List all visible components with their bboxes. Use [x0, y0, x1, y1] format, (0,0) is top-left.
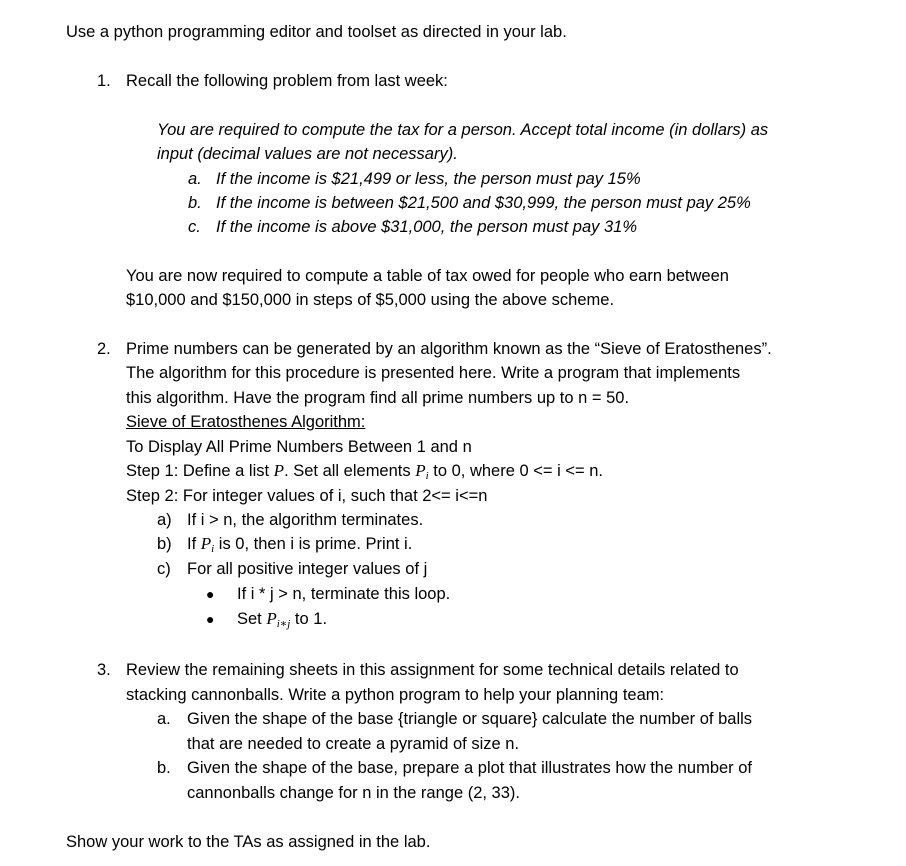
q1-item-b-text: If the income is between $21,500 and $30,999, the person must pay 25%: [216, 194, 751, 212]
q2-sub-b-P: P: [200, 534, 212, 553]
q2-sub-a-text: If i > n, the algorithm terminates.: [187, 511, 424, 529]
q2-step1-text-b: . Set all elements: [284, 462, 416, 480]
q2-bullet2-P: P: [266, 609, 277, 628]
q1-item-a-text: If the income is $21,499 or less, the person must pay 15%: [216, 170, 641, 188]
q2-step1-P: P: [273, 461, 285, 480]
q3-number: 3.: [97, 661, 111, 679]
q2-step1: [126, 459, 603, 483]
q1-lead: Recall the following problem from last week:: [126, 72, 448, 90]
intro-text: Use a python programming editor and toolset as directed in your lab.: [66, 23, 567, 41]
q1-quote-line1: You are required to compute the tax for a person. Accept total income (in dollars) as: [157, 121, 769, 139]
q2-bullet2-text: [237, 607, 327, 631]
closing-text: Show your work to the TAs as assigned in the lab.: [66, 833, 431, 851]
q2-sub-c-text: For all positive integer values of j: [187, 560, 428, 578]
q2-display-line: To Display All Prime Numbers Between 1 and n: [126, 438, 472, 456]
q3-line1: Review the remaining sheets in this assignment for some technical details related to: [126, 661, 739, 679]
bullet-icon: ●: [206, 586, 215, 602]
q3-line2: stacking cannonballs. Write a python program to help your planning team:: [126, 686, 665, 704]
q1-item-b-label: b.: [188, 194, 202, 212]
q2-line3: this algorithm. Have the program find all prime numbers up to n = 50.: [126, 389, 630, 407]
q2-step1-Pi-subscript: i: [425, 470, 429, 482]
q2-step1-text-c: to 0, where 0 <= i <= n.: [428, 462, 603, 480]
q2-sub-b-P-subscript: i: [211, 543, 215, 555]
q2-sub-c-label: c): [157, 560, 171, 578]
q3-item-b-label: b.: [157, 759, 171, 777]
q2-algorithm-title: Sieve of Eratosthenes Algorithm:: [126, 413, 366, 431]
q2-step2: Step 2: For integer values of i, such that 2<= i<=n: [126, 487, 488, 505]
q2-step1-text-a: Step 1: Define a list: [126, 462, 274, 480]
q2-step1-Pi: P: [415, 461, 426, 480]
q2-bullet1-text: If i * j > n, terminate this loop.: [237, 585, 451, 603]
q1-task-line1: You are now required to compute a table of tax owed for people who earn between: [126, 267, 729, 285]
q1-quote-line2: input (decimal values are not necessary).: [157, 145, 458, 163]
q3-item-b-line1: Given the shape of the base, prepare a plot that illustrates how the number of: [187, 759, 753, 777]
q2-bullet2-P-subscript: i∗j: [276, 618, 291, 630]
q2-line2: The algorithm for this procedure is presented here. Write a program that implements: [126, 364, 741, 382]
q3-item-a-line1: Given the shape of the base {triangle or square} calculate the number of balls: [187, 710, 753, 728]
q3-item-a-line2: that are needed to create a pyramid of size n.: [187, 735, 520, 753]
q1-item-a-label: a.: [188, 170, 202, 188]
q2-sub-b-text: [187, 532, 412, 556]
q3-item-a-label: a.: [157, 710, 171, 728]
q1-item-c-text: If the income is above $31,000, the person must pay 31%: [216, 218, 638, 236]
q2-sub-b-text-1: If: [187, 535, 201, 553]
q2-line1: Prime numbers can be generated by an algorithm known as the “Sieve of Eratosthenes”.: [126, 340, 772, 358]
q2-sub-b-text-2: is 0, then i is prime. Print i.: [214, 535, 413, 553]
q1-task-line2: $10,000 and $150,000 in steps of $5,000 using the above scheme.: [126, 291, 615, 309]
q3-item-b-line2: cannonballs change for n in the range (2, 33).: [187, 784, 520, 802]
q2-sub-a-label: a): [157, 511, 172, 529]
q2-number: 2.: [97, 340, 111, 358]
q1-item-c-label: c.: [188, 218, 201, 236]
q2-bullet2-text-1: Set: [237, 610, 267, 628]
q2-bullet2-text-2: to 1.: [290, 610, 328, 628]
q2-sub-b-label: b): [157, 535, 172, 553]
bullet-icon: ●: [206, 611, 215, 627]
q1-number: 1.: [97, 72, 111, 90]
